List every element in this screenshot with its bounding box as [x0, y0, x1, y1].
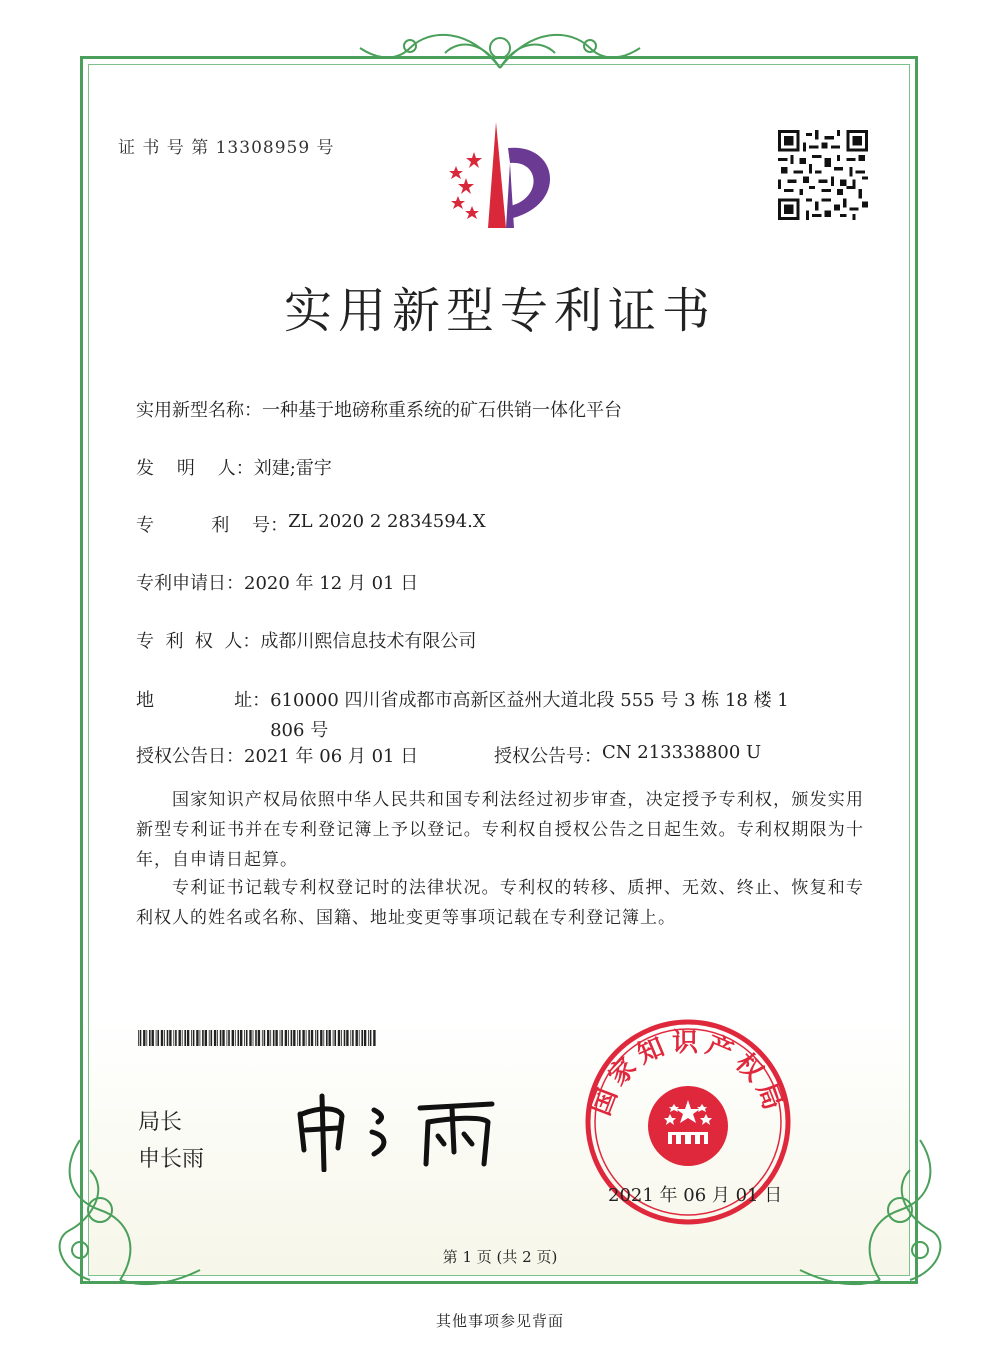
footer-note: 其他事项参见背面 — [435, 1312, 564, 1330]
field-label: 专利申请日： — [136, 573, 244, 594]
field-patentee — [136, 627, 476, 653]
paragraph-legal-status: 专利证书记载专利权登记时的法律状况。专利权的转移、质押、无效、终止、恢复和专利权人的姓名或名称、国籍、地址变更等事项记载在专利登记簿上。 — [136, 878, 864, 928]
certificate-title: 实用新型专利证书 — [283, 283, 716, 339]
field-patent-number — [136, 511, 486, 537]
field-value: 一种基于地磅称重系统的矿石供销一体化平台 — [262, 400, 622, 421]
bottom-right-ornament — [790, 1130, 960, 1300]
qr-code-icon — [778, 130, 868, 220]
field-value: 806 号 — [270, 720, 329, 741]
field-value: CN 213338800 U — [602, 742, 762, 763]
top-ornament — [350, 18, 650, 78]
field-value: 610000 四川省成都市高新区益州大道北段 555 号 3 栋 18 楼 1 — [270, 690, 789, 711]
field-grant-number — [494, 742, 761, 768]
field-value: ZL 2020 2 2834594.X — [288, 511, 486, 532]
field-value: 2021 年 06 月 01 日 — [244, 746, 419, 767]
field-value: 成都川熙信息技术有限公司 — [260, 631, 477, 652]
field-label: 专 利 号： — [136, 515, 289, 536]
field-grant-date — [136, 742, 418, 768]
paragraph-grant-statement: 国家知识产权局依照中华人民共和国专利法经过初步审查，决定授予专利权，颁发实用新型专利证书并在专利登记簿上予以登记。专利权自授权公告之日起生效。专利权期限为十年，自申请日起算。 — [136, 790, 864, 870]
field-label: 授权公告日： — [136, 746, 244, 767]
page-number: 第 1 页 (共 2 页) — [442, 1248, 558, 1266]
director-signature — [292, 1092, 502, 1172]
director-name: 申长雨 — [138, 1147, 205, 1172]
certificate-number: 证 书 号 第 13308959 号 — [118, 138, 335, 158]
barcode-icon — [138, 1030, 378, 1046]
field-label: 专 利 权 人： — [136, 631, 261, 652]
director-title: 局长 — [138, 1110, 183, 1135]
field-address — [136, 686, 789, 742]
field-label: 实用新型名称： — [136, 400, 262, 421]
field-label: 授权公告号： — [494, 746, 602, 767]
field-application-date — [136, 569, 418, 595]
field-inventors — [136, 454, 332, 480]
seal-date: 2021 年 06 月 01 日 — [608, 1185, 783, 1206]
field-utility-model-name — [136, 396, 622, 422]
field-label: 地 址： — [136, 690, 271, 711]
field-value: 刘建;雷宇 — [253, 458, 332, 479]
field-value: 2020 年 12 月 01 日 — [244, 573, 419, 594]
field-label: 发 明 人： — [136, 458, 254, 479]
cnipa-logo-icon — [418, 118, 578, 238]
seal-text: 国家知识产权局 — [586, 1028, 790, 1120]
